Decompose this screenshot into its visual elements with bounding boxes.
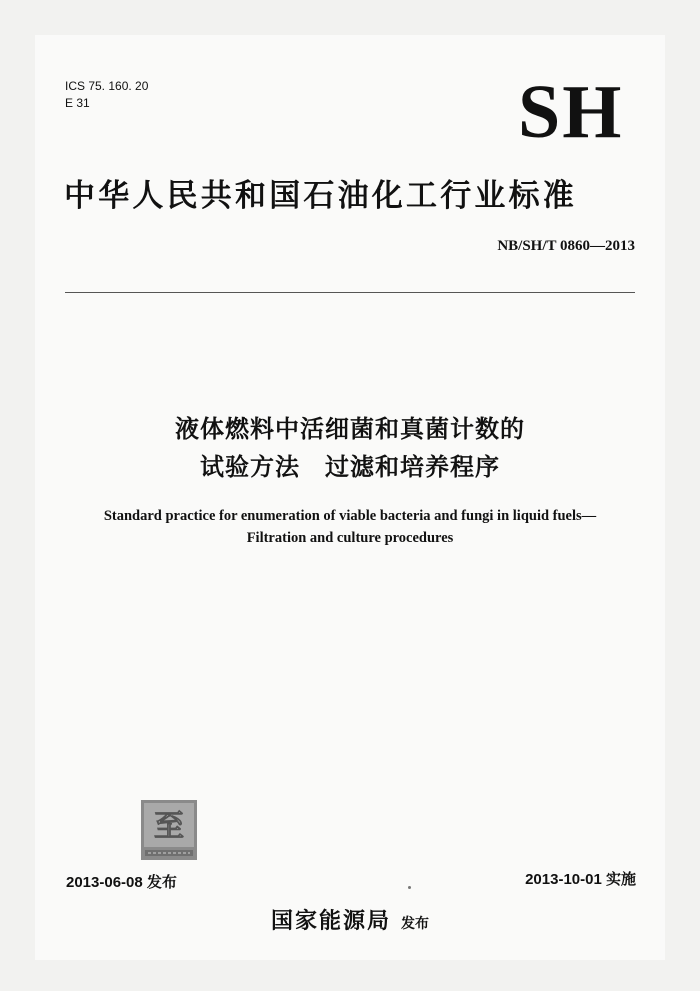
chinese-title-line-2: 试验方法 过滤和培养程序 [200,453,500,481]
standard-number: NB/SH/T 0860—2013 [497,238,635,254]
implementation-date: 2013-10-01 实施 [525,871,636,888]
standard-mark: SH [518,70,624,154]
english-title-line-2: Filtration and culture procedures [246,530,454,546]
issuing-organization: 国家能源局 [270,909,391,934]
header-divider [65,292,635,293]
svg-text:至: 至 [154,809,184,844]
ccs-code: E 31 [65,96,90,110]
publisher-logo-icon [141,800,197,860]
classification-block [65,78,148,112]
chinese-title [0,410,700,486]
chinese-title-line-1: 液体燃料中活细菌和真菌计数的 [175,415,525,443]
issue-date: 2013-06-08 发布 [66,874,177,891]
issuing-action: 发布 [401,916,429,932]
industry-standard-title: 中华人民共和国石油化工行业标准 [64,178,577,214]
english-title-line-1: Standard practice for enumeration of viable bacteria and fungi in liquid fuels— [103,508,597,524]
scan-speck [408,886,411,889]
document-page [35,35,665,960]
english-title [0,505,700,549]
ics-code: ICS 75. 160. 20 [65,79,149,93]
issuing-authority [0,905,700,941]
